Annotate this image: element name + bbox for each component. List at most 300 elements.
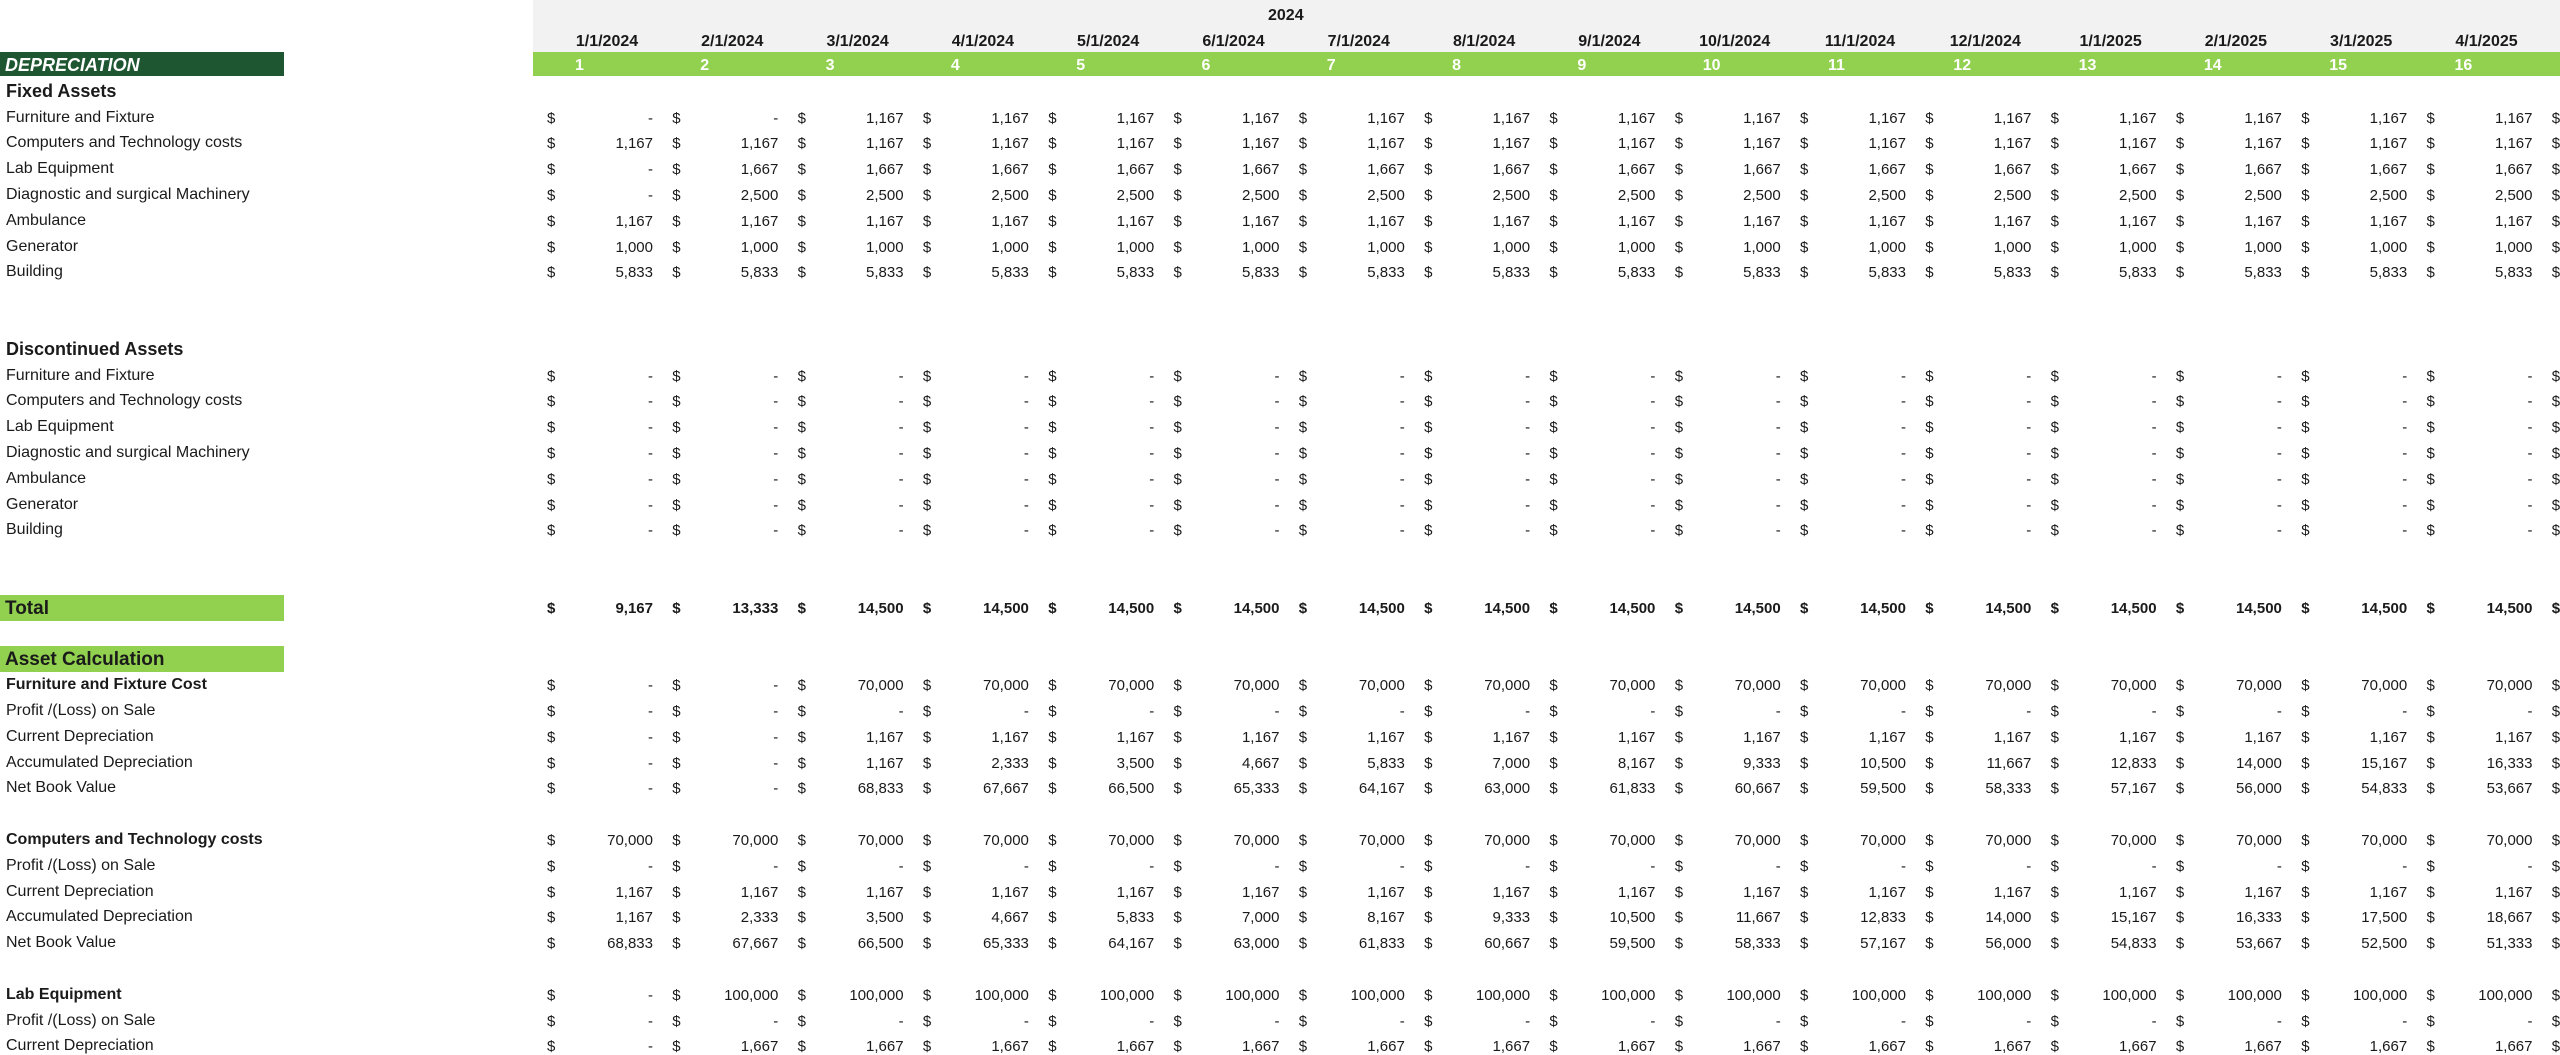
row-label[interactable]: Furniture and Fixture Cost [6,676,207,694]
value-cell[interactable]: 60,667 [1484,935,1531,953]
value-cell[interactable]: 1,167 [2494,883,2533,901]
value-cell[interactable]: - [648,703,653,720]
value-cell[interactable]: 11,667 [1986,754,2032,772]
value-cell[interactable]: - [2527,367,2533,385]
value-cell[interactable]: - [1023,419,1029,437]
value-cell[interactable]: 11,667 [1735,909,1781,927]
value-cell[interactable]: 1,167 [1617,135,1656,153]
value-cell[interactable]: 2,500 [866,187,904,204]
value-cell[interactable]: 5,833 [1492,264,1531,282]
value-cell[interactable]: 14,000 [1985,909,2032,927]
value-cell[interactable]: - [2527,393,2533,411]
value-cell[interactable]: 2,500 [2244,187,2282,204]
date-header[interactable]: 11/1/2024 [1824,33,1896,50]
value-cell[interactable]: 1,667 [1116,1038,1155,1055]
value-cell[interactable]: 1,667 [1367,1038,1405,1055]
value-cell[interactable]: 5,833 [2369,264,2408,282]
value-cell[interactable]: 1,000 [1367,238,1405,256]
value-cell[interactable]: 5,833 [2244,264,2282,282]
value-cell[interactable]: - [2402,496,2408,514]
row-label[interactable]: Net Book Value [6,779,116,797]
value-cell[interactable]: 2,500 [1116,187,1155,204]
value-cell[interactable]: 2,500 [1993,187,2032,204]
value-cell[interactable]: 1,167 [866,754,904,772]
value-cell[interactable]: - [898,470,904,488]
value-cell[interactable]: 1,000 [866,238,904,256]
value-cell[interactable]: - [773,496,779,514]
date-header[interactable]: 4/1/2024 [951,33,1015,50]
value-cell[interactable]: 1,167 [2119,109,2157,127]
value-cell[interactable]: - [1650,445,1656,462]
value-cell[interactable]: 1,000 [1993,238,2032,256]
row-label[interactable]: Diagnostic and surgical Machinery [6,444,250,461]
value-cell[interactable]: - [1525,703,1531,720]
value-cell[interactable]: 1,167 [615,909,653,927]
value-cell[interactable]: 1,167 [615,135,653,153]
date-header[interactable]: 1/1/2024 [575,33,639,50]
value-cell[interactable]: 1,167 [1993,135,2032,153]
value-cell[interactable]: 70,000 [732,832,779,849]
value-cell[interactable]: - [2026,470,2032,488]
value-cell[interactable]: 3,500 [866,909,904,927]
value-cell[interactable]: - [2527,857,2533,875]
value-cell[interactable]: - [773,109,779,127]
value-cell[interactable]: 1,167 [2369,883,2408,901]
value-cell[interactable]: 1,167 [1743,135,1781,153]
row-label[interactable]: Net Book Value [6,934,116,952]
value-cell[interactable]: 1,167 [1993,109,2032,127]
row-label[interactable]: Building [6,521,63,539]
value-cell[interactable]: 100,000 [2352,986,2408,1004]
value-cell[interactable]: 58,333 [1985,780,2032,798]
value-cell[interactable]: - [2151,393,2157,411]
value-cell[interactable]: 1,000 [1617,238,1656,256]
value-cell[interactable]: 61,833 [1609,780,1656,798]
value-cell[interactable]: 1,667 [2494,1038,2533,1055]
value-cell[interactable]: 59,500 [1860,780,1906,798]
value-cell[interactable]: - [1399,496,1405,514]
date-header[interactable]: 10/1/2024 [1699,33,1771,50]
value-cell[interactable]: - [2026,703,2032,720]
value-cell[interactable]: 100,000 [849,986,904,1004]
value-cell[interactable]: 1,000 [740,238,779,256]
value-cell[interactable]: 63,000 [1233,935,1280,953]
value-cell[interactable]: 53,667 [2486,780,2533,798]
row-label[interactable]: Lab Equipment [6,985,122,1003]
value-cell[interactable]: 1,000 [2494,238,2533,256]
value-cell[interactable]: 70,000 [1358,832,1405,849]
value-cell[interactable]: - [898,367,904,385]
value-cell[interactable]: 14,500 [1108,599,1155,617]
value-cell[interactable]: 70,000 [2110,832,2157,849]
value-cell[interactable]: 100,000 [724,986,779,1004]
value-cell[interactable]: - [2151,857,2157,875]
value-cell[interactable]: 1,167 [2119,135,2157,153]
value-cell[interactable]: - [2026,1012,2032,1030]
date-header[interactable]: 8/1/2024 [1452,33,1516,50]
value-cell[interactable]: 67,667 [983,780,1029,798]
value-cell[interactable]: 1,667 [2119,161,2157,179]
value-cell[interactable]: 1,000 [1241,238,1280,256]
value-cell[interactable]: - [773,445,779,462]
value-cell[interactable]: 1,667 [1868,1038,1906,1055]
value-cell[interactable]: - [2276,445,2282,462]
value-cell[interactable]: 2,500 [1617,187,1656,204]
value-cell[interactable]: 2,333 [740,909,779,927]
value-cell[interactable]: 56,000 [2236,780,2282,798]
value-cell[interactable]: - [648,109,653,127]
date-header[interactable]: 12/1/2024 [1949,33,2021,50]
value-cell[interactable]: 65,333 [983,935,1029,953]
value-cell[interactable]: 14,500 [1609,599,1656,617]
value-cell[interactable]: 1,167 [1241,883,1280,901]
value-cell[interactable]: - [1901,367,1906,385]
row-label[interactable]: Ambulance [6,211,87,229]
value-cell[interactable]: - [2527,419,2533,437]
date-header[interactable]: 3/1/2024 [826,33,889,50]
value-cell[interactable]: 4,667 [1241,754,1280,772]
value-cell[interactable]: - [2527,522,2533,540]
value-cell[interactable]: 17,500 [2361,909,2408,927]
row-label[interactable]: Accumulated Depreciation [6,908,193,926]
value-cell[interactable]: 2,500 [1743,187,1781,204]
value-cell[interactable]: 1,167 [1868,728,1906,746]
value-cell[interactable]: - [1023,1012,1029,1030]
value-cell[interactable]: - [1149,522,1155,540]
value-cell[interactable]: 1,167 [866,883,904,901]
value-cell[interactable]: 1,167 [2119,212,2157,230]
value-cell[interactable]: 66,500 [1108,780,1155,798]
value-cell[interactable]: 70,000 [857,677,904,695]
value-cell[interactable]: 1,167 [1993,883,2032,901]
value-cell[interactable]: - [773,367,779,385]
value-cell[interactable]: 5,833 [2494,264,2533,282]
value-cell[interactable]: 8,167 [1367,909,1405,927]
value-cell[interactable]: - [2276,496,2282,514]
value-cell[interactable]: 70,000 [1108,832,1155,849]
value-cell[interactable]: 70,000 [2110,677,2157,695]
row-label[interactable]: Computers and Technology costs [6,134,243,152]
date-header[interactable]: 9/1/2024 [1578,33,1641,50]
value-cell[interactable]: 1,667 [1492,161,1531,179]
value-cell[interactable]: - [1274,857,1280,875]
row-label[interactable]: Current Depreciation [6,727,154,745]
value-cell[interactable]: 66,500 [857,935,904,953]
value-cell[interactable]: 1,167 [866,109,904,127]
value-cell[interactable]: - [1901,419,1906,437]
value-cell[interactable]: 70,000 [1734,832,1781,849]
value-cell[interactable]: 60,667 [1734,780,1781,798]
value-cell[interactable]: 1,167 [2119,883,2157,901]
value-cell[interactable]: 13,333 [732,599,779,617]
value-cell[interactable]: 5,833 [1116,909,1155,927]
value-cell[interactable]: 16,333 [2236,909,2282,927]
value-cell[interactable]: 1,000 [1116,238,1155,256]
row-label[interactable]: Ambulance [6,469,87,487]
value-cell[interactable]: 2,500 [1241,187,1280,204]
value-cell[interactable]: 1,167 [1743,728,1781,746]
value-cell[interactable]: 52,500 [2361,935,2408,953]
value-cell[interactable]: 1,167 [1116,212,1155,230]
value-cell[interactable]: - [1901,470,1906,488]
value-cell[interactable]: - [1149,857,1155,875]
value-cell[interactable]: - [1775,703,1781,720]
value-cell[interactable]: 1,167 [1617,212,1656,230]
value-cell[interactable]: 1,167 [991,135,1029,153]
value-cell[interactable]: - [648,161,653,179]
value-cell[interactable]: 14,500 [1358,599,1405,617]
value-cell[interactable]: - [898,522,904,540]
value-cell[interactable]: 1,000 [1868,238,1906,256]
value-cell[interactable]: - [2151,419,2157,437]
value-cell[interactable]: - [1650,419,1656,437]
value-cell[interactable]: 54,833 [2110,935,2157,953]
value-cell[interactable]: 5,833 [1868,264,1906,282]
value-cell[interactable]: - [1274,522,1280,540]
value-cell[interactable]: 14,500 [1734,599,1781,617]
value-cell[interactable]: 1,000 [1492,238,1531,256]
value-cell[interactable]: 14,500 [1860,599,1906,617]
value-cell[interactable]: - [2151,1012,2157,1030]
value-cell[interactable]: - [1399,445,1405,462]
value-cell[interactable]: 18,667 [2486,909,2533,927]
value-cell[interactable]: 1,667 [1743,161,1781,179]
value-cell[interactable]: - [2276,857,2282,875]
value-cell[interactable]: 1,167 [1492,135,1531,153]
value-cell[interactable]: - [648,187,653,204]
value-cell[interactable]: - [1149,703,1155,720]
value-cell[interactable]: 1,167 [1367,728,1405,746]
value-cell[interactable]: - [1399,367,1405,385]
value-cell[interactable]: - [1399,419,1405,437]
value-cell[interactable]: - [2276,470,2282,488]
value-cell[interactable]: - [1525,470,1531,488]
value-cell[interactable]: 70,000 [1609,832,1656,849]
value-cell[interactable]: 9,333 [1743,754,1781,772]
value-cell[interactable]: 1,167 [1116,883,1155,901]
value-cell[interactable]: - [648,445,653,462]
value-cell[interactable]: 1,667 [2244,1038,2282,1055]
value-cell[interactable]: 1,167 [2494,109,2533,127]
value-cell[interactable]: 1,167 [1116,728,1155,746]
value-cell[interactable]: 1,667 [2369,161,2408,179]
row-label[interactable]: Accumulated Depreciation [6,753,193,771]
value-cell[interactable]: 1,167 [1868,883,1906,901]
value-cell[interactable]: - [648,677,653,695]
value-cell[interactable]: - [1023,857,1029,875]
value-cell[interactable]: 64,167 [1108,935,1155,953]
value-cell[interactable]: 70,000 [1233,677,1280,695]
value-cell[interactable]: - [1149,1012,1155,1030]
value-cell[interactable]: 54,833 [2361,780,2408,798]
value-cell[interactable]: 67,667 [732,935,779,953]
value-cell[interactable]: - [1525,857,1531,875]
value-cell[interactable]: - [898,419,904,437]
value-cell[interactable]: - [1650,470,1656,488]
date-header[interactable]: 6/1/2024 [1202,33,1265,50]
value-cell[interactable]: 9,333 [1492,909,1531,927]
value-cell[interactable]: 2,500 [2369,187,2408,204]
value-cell[interactable]: - [898,496,904,514]
value-cell[interactable]: 100,000 [2227,986,2282,1004]
value-cell[interactable]: 1,167 [991,212,1029,230]
value-cell[interactable]: 1,167 [1367,212,1405,230]
value-cell[interactable]: - [2402,393,2408,411]
value-cell[interactable]: 59,500 [1609,935,1656,953]
value-cell[interactable]: - [2026,445,2032,462]
value-cell[interactable]: - [1023,393,1029,411]
value-cell[interactable]: 1,167 [866,135,904,153]
value-cell[interactable]: 1,667 [2119,1038,2157,1055]
value-cell[interactable]: 1,167 [2494,135,2533,153]
value-cell[interactable]: 1,167 [1367,135,1405,153]
value-cell[interactable]: 100,000 [1225,986,1280,1004]
value-cell[interactable]: 1,000 [2244,238,2282,256]
value-cell[interactable]: - [2151,703,2157,720]
value-cell[interactable]: 5,833 [1367,264,1405,282]
value-cell[interactable]: 1,167 [1492,728,1531,746]
value-cell[interactable]: - [1525,496,1531,514]
value-cell[interactable]: - [2026,393,2032,411]
value-cell[interactable]: - [648,419,653,437]
value-cell[interactable]: 1,167 [1116,135,1155,153]
value-cell[interactable]: - [2527,445,2533,462]
value-cell[interactable]: - [1775,1012,1781,1030]
value-cell[interactable]: - [2402,419,2408,437]
value-cell[interactable]: 1,167 [1492,109,1531,127]
value-cell[interactable]: 100,000 [1601,986,1656,1004]
value-cell[interactable]: 5,833 [1116,264,1155,282]
value-cell[interactable]: - [648,470,653,488]
value-cell[interactable]: 65,333 [1233,780,1280,798]
value-cell[interactable]: - [648,393,653,411]
value-cell[interactable]: - [1149,367,1155,385]
value-cell[interactable]: - [648,754,653,772]
value-cell[interactable]: 12,833 [2110,754,2157,772]
value-cell[interactable]: 5,833 [615,264,653,282]
row-label[interactable]: Building [6,263,63,281]
value-cell[interactable]: - [2026,367,2032,385]
value-cell[interactable]: 1,167 [1868,212,1906,230]
value-cell[interactable]: 5,833 [1617,264,1656,282]
value-cell[interactable]: - [1650,1012,1656,1030]
value-cell[interactable]: 1,667 [1993,161,2032,179]
value-cell[interactable]: 1,167 [1241,109,1280,127]
value-cell[interactable]: 2,500 [1868,187,1906,204]
section-heading[interactable]: Discontinued Assets [6,338,184,359]
value-cell[interactable]: - [1149,419,1155,437]
value-cell[interactable]: - [1023,522,1029,540]
value-cell[interactable]: 14,500 [1233,599,1280,617]
value-cell[interactable]: - [2026,522,2032,540]
value-cell[interactable]: 70,000 [983,677,1029,695]
row-label[interactable]: Current Depreciation [6,882,154,900]
value-cell[interactable]: 5,833 [740,264,779,282]
value-cell[interactable]: - [773,857,779,875]
value-cell[interactable]: - [2151,367,2157,385]
value-cell[interactable]: - [1399,857,1405,875]
value-cell[interactable]: - [1149,393,1155,411]
row-label[interactable]: Profit /(Loss) on Sale [6,1011,156,1029]
value-cell[interactable]: 1,167 [1743,883,1781,901]
value-cell[interactable]: - [2527,470,2533,488]
value-cell[interactable]: 1,167 [1868,135,1906,153]
value-cell[interactable]: - [2276,393,2282,411]
value-cell[interactable]: - [2276,367,2282,385]
value-cell[interactable]: 1,667 [1993,1038,2032,1055]
value-cell[interactable]: 1,667 [2494,161,2533,179]
value-cell[interactable]: 100,000 [1350,986,1405,1004]
value-cell[interactable]: - [1023,496,1029,514]
value-cell[interactable]: - [2402,857,2408,875]
value-cell[interactable]: - [898,857,904,875]
value-cell[interactable]: - [1775,419,1781,437]
value-cell[interactable]: 1,667 [2244,161,2282,179]
value-cell[interactable]: - [1023,470,1029,488]
value-cell[interactable]: - [1901,496,1906,514]
value-cell[interactable]: - [1650,522,1656,540]
value-cell[interactable]: - [1274,393,1280,411]
value-cell[interactable]: 100,000 [2478,986,2533,1004]
value-cell[interactable]: - [1149,445,1155,462]
value-cell[interactable]: - [2276,419,2282,437]
row-label[interactable]: Lab Equipment [6,160,114,178]
value-cell[interactable]: 1,167 [991,728,1029,746]
value-cell[interactable]: 1,667 [1617,1038,1656,1055]
value-cell[interactable]: 100,000 [1099,986,1155,1004]
value-cell[interactable]: 70,000 [1233,832,1280,849]
value-cell[interactable]: 1,667 [1743,1038,1781,1055]
value-cell[interactable]: - [1274,703,1280,720]
value-cell[interactable]: 1,167 [1868,109,1906,127]
value-cell[interactable]: - [648,728,653,746]
value-cell[interactable]: 1,167 [991,883,1029,901]
value-cell[interactable]: 68,833 [857,780,904,798]
value-cell[interactable]: 70,000 [1108,677,1155,695]
value-cell[interactable]: - [1525,1012,1531,1030]
value-cell[interactable]: - [2527,496,2533,514]
value-cell[interactable]: 56,000 [1985,935,2032,953]
value-cell[interactable]: - [2276,703,2282,720]
value-cell[interactable]: 70,000 [1358,677,1405,695]
value-cell[interactable]: 58,333 [1734,935,1781,953]
value-cell[interactable]: - [1650,367,1656,385]
value-cell[interactable]: 4,667 [991,909,1029,927]
value-cell[interactable]: 5,833 [866,264,904,282]
row-label[interactable]: Current Depreciation [6,1037,154,1055]
value-cell[interactable]: 70,000 [857,832,904,849]
value-cell[interactable]: - [1775,393,1781,411]
value-cell[interactable]: - [2276,522,2282,540]
value-cell[interactable]: 1,000 [2369,238,2408,256]
value-cell[interactable]: - [1525,393,1531,411]
value-cell[interactable]: 14,500 [2486,599,2533,617]
value-cell[interactable]: 2,500 [1492,187,1531,204]
value-cell[interactable]: 1,167 [615,212,653,230]
value-cell[interactable]: 100,000 [1977,986,2032,1004]
value-cell[interactable]: 14,000 [2236,754,2282,772]
value-cell[interactable]: 100,000 [1851,986,1906,1004]
value-cell[interactable]: 3,500 [1116,754,1155,772]
value-cell[interactable]: - [2151,522,2157,540]
value-cell[interactable]: - [773,703,779,720]
row-label[interactable]: Generator [6,495,79,513]
value-cell[interactable]: 63,000 [1484,780,1531,798]
value-cell[interactable]: 70,000 [1860,677,1906,695]
value-cell[interactable]: - [648,857,653,875]
value-cell[interactable]: 2,333 [991,754,1029,772]
value-cell[interactable]: 100,000 [2102,986,2157,1004]
